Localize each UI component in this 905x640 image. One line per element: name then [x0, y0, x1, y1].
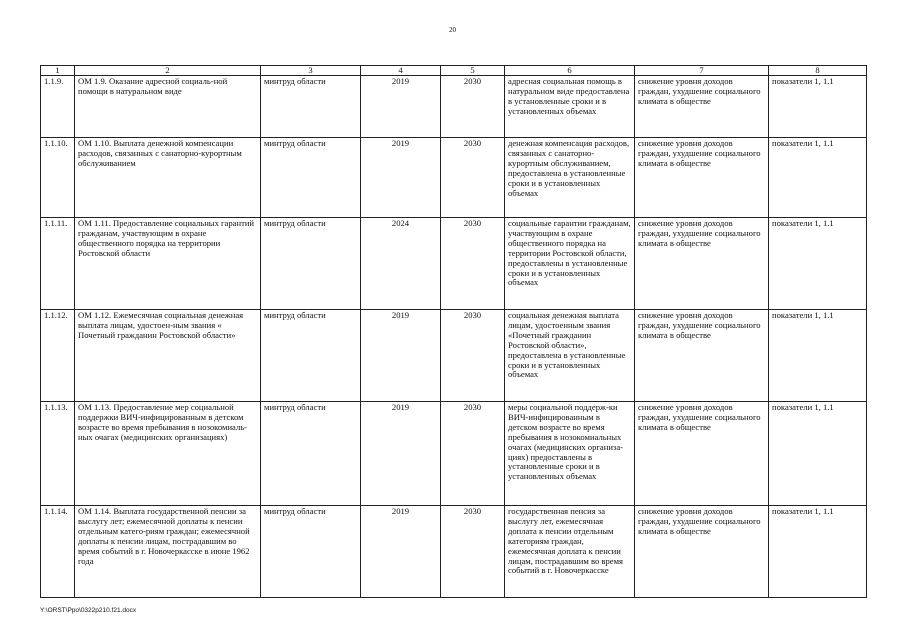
column-number: 5 — [441, 66, 505, 76]
row-number: 1.1.13. — [41, 402, 75, 506]
end-year: 2030 — [441, 138, 505, 218]
table-row — [41, 402, 867, 506]
related-indicators: показатели 1, 1.1 — [769, 218, 867, 310]
expected-result: социальные гарантии гражданам, участвующим в охране общественного порядка на территории Ростовской области, предоставлены в установленные сроки и в установленных объемах — [505, 218, 635, 310]
related-indicators: показатели 1, 1.1 — [769, 402, 867, 506]
executor: минтруд области — [261, 218, 361, 310]
end-year: 2030 — [441, 310, 505, 402]
measure-name: ОМ 1.9. Оказание адресной социаль-ной помощи в натуральном виде — [75, 76, 261, 138]
measure-name: ОМ 1.13. Предоставление мер социальной поддержки ВИЧ-инфицированным в детском возрасте во время пребывания в нозокомиаль-ных очагах (медицинских организациях) — [75, 402, 261, 506]
table-row — [41, 76, 867, 138]
table-row — [41, 310, 867, 402]
expected-result: государственная пенсия за выслугу лет, ежемесячная доплата к пенсии отдельным категориям граждан, ежемесячная доплата к пенсии лицам, пострадавшим во время событий в г. Новочеркасске — [505, 506, 635, 598]
expected-result: меры социальной поддерж-ки ВИЧ-инфицированным в детском возрасте во время пребывания в нозокомиальных очагах (медицинских организа-циях) предоставлены в установленные сроки и в установленных объемах — [505, 402, 635, 506]
column-number: 6 — [505, 66, 635, 76]
related-indicators: показатели 1, 1.1 — [769, 138, 867, 218]
non-implementation-consequence: снижение уровня доходов граждан, ухудшение социального климата в обществе — [635, 310, 769, 402]
measure-name: ОМ 1.11. Предоставление социальных гарантий гражданам, участвующим в охране общественного порядка на территории Ростовской области — [75, 218, 261, 310]
non-implementation-consequence: снижение уровня доходов граждан, ухудшение социального климата в обществе — [635, 218, 769, 310]
end-year: 2030 — [441, 402, 505, 506]
start-year: 2024 — [361, 218, 441, 310]
non-implementation-consequence: снижение уровня доходов граждан, ухудшение социального климата в обществе — [635, 76, 769, 138]
program-measures-table — [40, 65, 867, 598]
executor: минтруд области — [261, 402, 361, 506]
non-implementation-consequence: снижение уровня доходов граждан, ухудшение социального климата в обществе — [635, 402, 769, 506]
column-number: 7 — [635, 66, 769, 76]
expected-result: денежная компенсация расходов, связанных с санаторно-курортным обслуживанием, предоставлена в установленные сроки и в установленных объемах — [505, 138, 635, 218]
expected-result: социальная денежная выплата лицам, удостоенным звания «Почетный гражданин Ростовской области», предоставлена в установленные сроки и в установленных объемах — [505, 310, 635, 402]
start-year: 2019 — [361, 76, 441, 138]
column-number-row — [41, 66, 867, 76]
related-indicators: показатели 1, 1.1 — [769, 76, 867, 138]
column-number: 4 — [361, 66, 441, 76]
start-year: 2019 — [361, 506, 441, 598]
end-year: 2030 — [441, 218, 505, 310]
start-year: 2019 — [361, 310, 441, 402]
row-number: 1.1.10. — [41, 138, 75, 218]
executor: минтруд области — [261, 506, 361, 598]
non-implementation-consequence: снижение уровня доходов граждан, ухудшение социального климата в обществе — [635, 138, 769, 218]
related-indicators: показатели 1, 1.1 — [769, 506, 867, 598]
column-number: 8 — [769, 66, 867, 76]
document-file-path: Y:\ORST\Ppo\0322p210.f21.docx — [40, 607, 137, 614]
column-number: 2 — [75, 66, 261, 76]
related-indicators: показатели 1, 1.1 — [769, 310, 867, 402]
measure-name: ОМ 1.10. Выплата денежной компенсации расходов, связанных с санаторно-курортным обслуживанием — [75, 138, 261, 218]
measure-name: ОМ 1.12. Ежемесячная социальная денежная выплата лицам, удостоен-ным звания « Почетный гражданин Ростовской области» — [75, 310, 261, 402]
executor: минтруд области — [261, 76, 361, 138]
row-number: 1.1.11. — [41, 218, 75, 310]
start-year: 2019 — [361, 138, 441, 218]
row-number: 1.1.9. — [41, 76, 75, 138]
table-row — [41, 218, 867, 310]
end-year: 2030 — [441, 76, 505, 138]
page-number: 20 — [449, 26, 456, 34]
non-implementation-consequence: снижение уровня доходов граждан, ухудшение социального климата в обществе — [635, 506, 769, 598]
expected-result: адресная социальная помощь в натуральном виде предоставлена в установленные сроки и в установленных объемах — [505, 76, 635, 138]
table-row — [41, 506, 867, 598]
column-number: 3 — [261, 66, 361, 76]
column-number: 1 — [41, 66, 75, 76]
row-number: 1.1.14. — [41, 506, 75, 598]
table-row — [41, 138, 867, 218]
row-number: 1.1.12. — [41, 310, 75, 402]
end-year: 2030 — [441, 506, 505, 598]
measure-name: ОМ 1.14. Выплата государственной пенсии за выслугу лет; ежемесячной доплаты к пенсии отдельным катего-риям граждан; ежемесячной доплаты к пенсии лицам, пострадавшим во время событий в г. Новочеркасске в июне 1962 года — [75, 506, 261, 598]
executor: минтруд области — [261, 138, 361, 218]
executor: минтруд области — [261, 310, 361, 402]
start-year: 2019 — [361, 402, 441, 506]
